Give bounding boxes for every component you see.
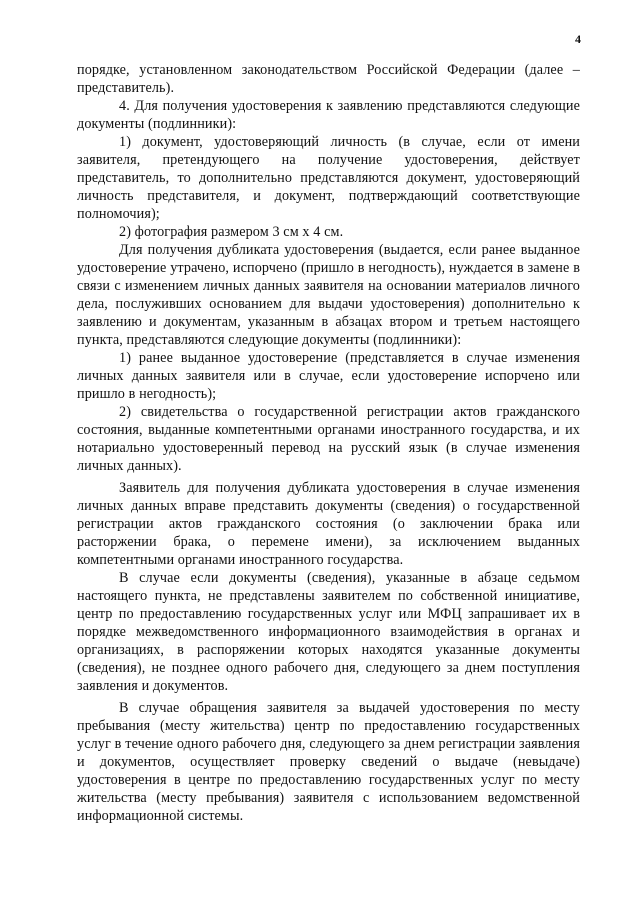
- paragraph-list-1-identity-document: 1) документ, удостоверяющий личность (в случае, если от имени заявителя, претендующего на получение удостоверения, действует представитель, то дополнительно представляются документ, удостоверяющий личность представителя, и документ, подтверждающий соответствующие полномочия);: [77, 134, 580, 222]
- paragraph-list-2-photo: 2) фотография размером 3 см x 4 см.: [119, 224, 344, 240]
- page-number: 4: [575, 32, 581, 46]
- paragraph-list-2-civil-status-certificates: 2) свидетельства о государственной регистрации актов гражданского состояния, выданные компетентными органами иностранного государства, и их нотариально удостоверенный перевод на русский язык (в случае изменения личных данных).: [77, 404, 580, 474]
- paragraph-item-4: 4. Для получения удостоверения к заявлению представляются следующие документы (подлинники):: [77, 98, 580, 132]
- document-body: [77, 61, 580, 825]
- paragraph-applicant-right: Заявитель для получения дубликата удостоверения в случае изменения личных данных вправе представить документы (сведения) о государственной регистрации актов гражданского состояния (о заключении брака или расторжении брака, о перемене имени), за исключением выданных компетентными органами иностранного государства.: [77, 480, 580, 568]
- paragraph-list-1-previous-certificate: 1) ранее выданное удостоверение (представляется в случае изменения личных данных заявителя или в случае, если удостоверение испорчено или пришло в негодность);: [77, 350, 580, 402]
- paragraph-duplicate-documents: Для получения дубликата удостоверения (выдается, если ранее выданное удостоверение утрачено, испорчено (пришло в негодность), нуждается в замене в связи с изменением личных данных заявителя на основании материалов личного дела, послуживших основанием для выдачи удостоверения) дополнительно к заявлению и документам, указанным в абзацах втором и третьем настоящего пункта, представляются следующие документы (подлинники):: [77, 242, 580, 348]
- paragraph-residence-check: В случае обращения заявителя за выдачей удостоверения по месту пребывания (месту жительства) центр по предоставлению государственных услуг в течение одного рабочего дня, следующего за днем регистрации заявления и документов, осуществляет проверку сведений о выдаче (невыдаче) удостоверения в центре по предоставлению государственных услуг по месту жительства (месту пребывания) заявителя с использованием ведомственной информационной системы.: [77, 700, 580, 824]
- paragraph-interagency-request: В случае если документы (сведения), указанные в абзаце седьмом настоящего пункта, не представлены заявителем по собственной инициативе, центр по предоставлению государственных услуг или МФЦ запрашивает их в порядке межведомственного информационного взаимодействия в органах и организациях, в распоряжении которых находятся указанные документы (сведения), не позднее одного рабочего дня, следующего за днем поступления заявления и документов.: [77, 570, 580, 694]
- paragraph-representative-end: порядке, установленном законодательством Российской Федерации (далее – представитель).: [77, 62, 580, 96]
